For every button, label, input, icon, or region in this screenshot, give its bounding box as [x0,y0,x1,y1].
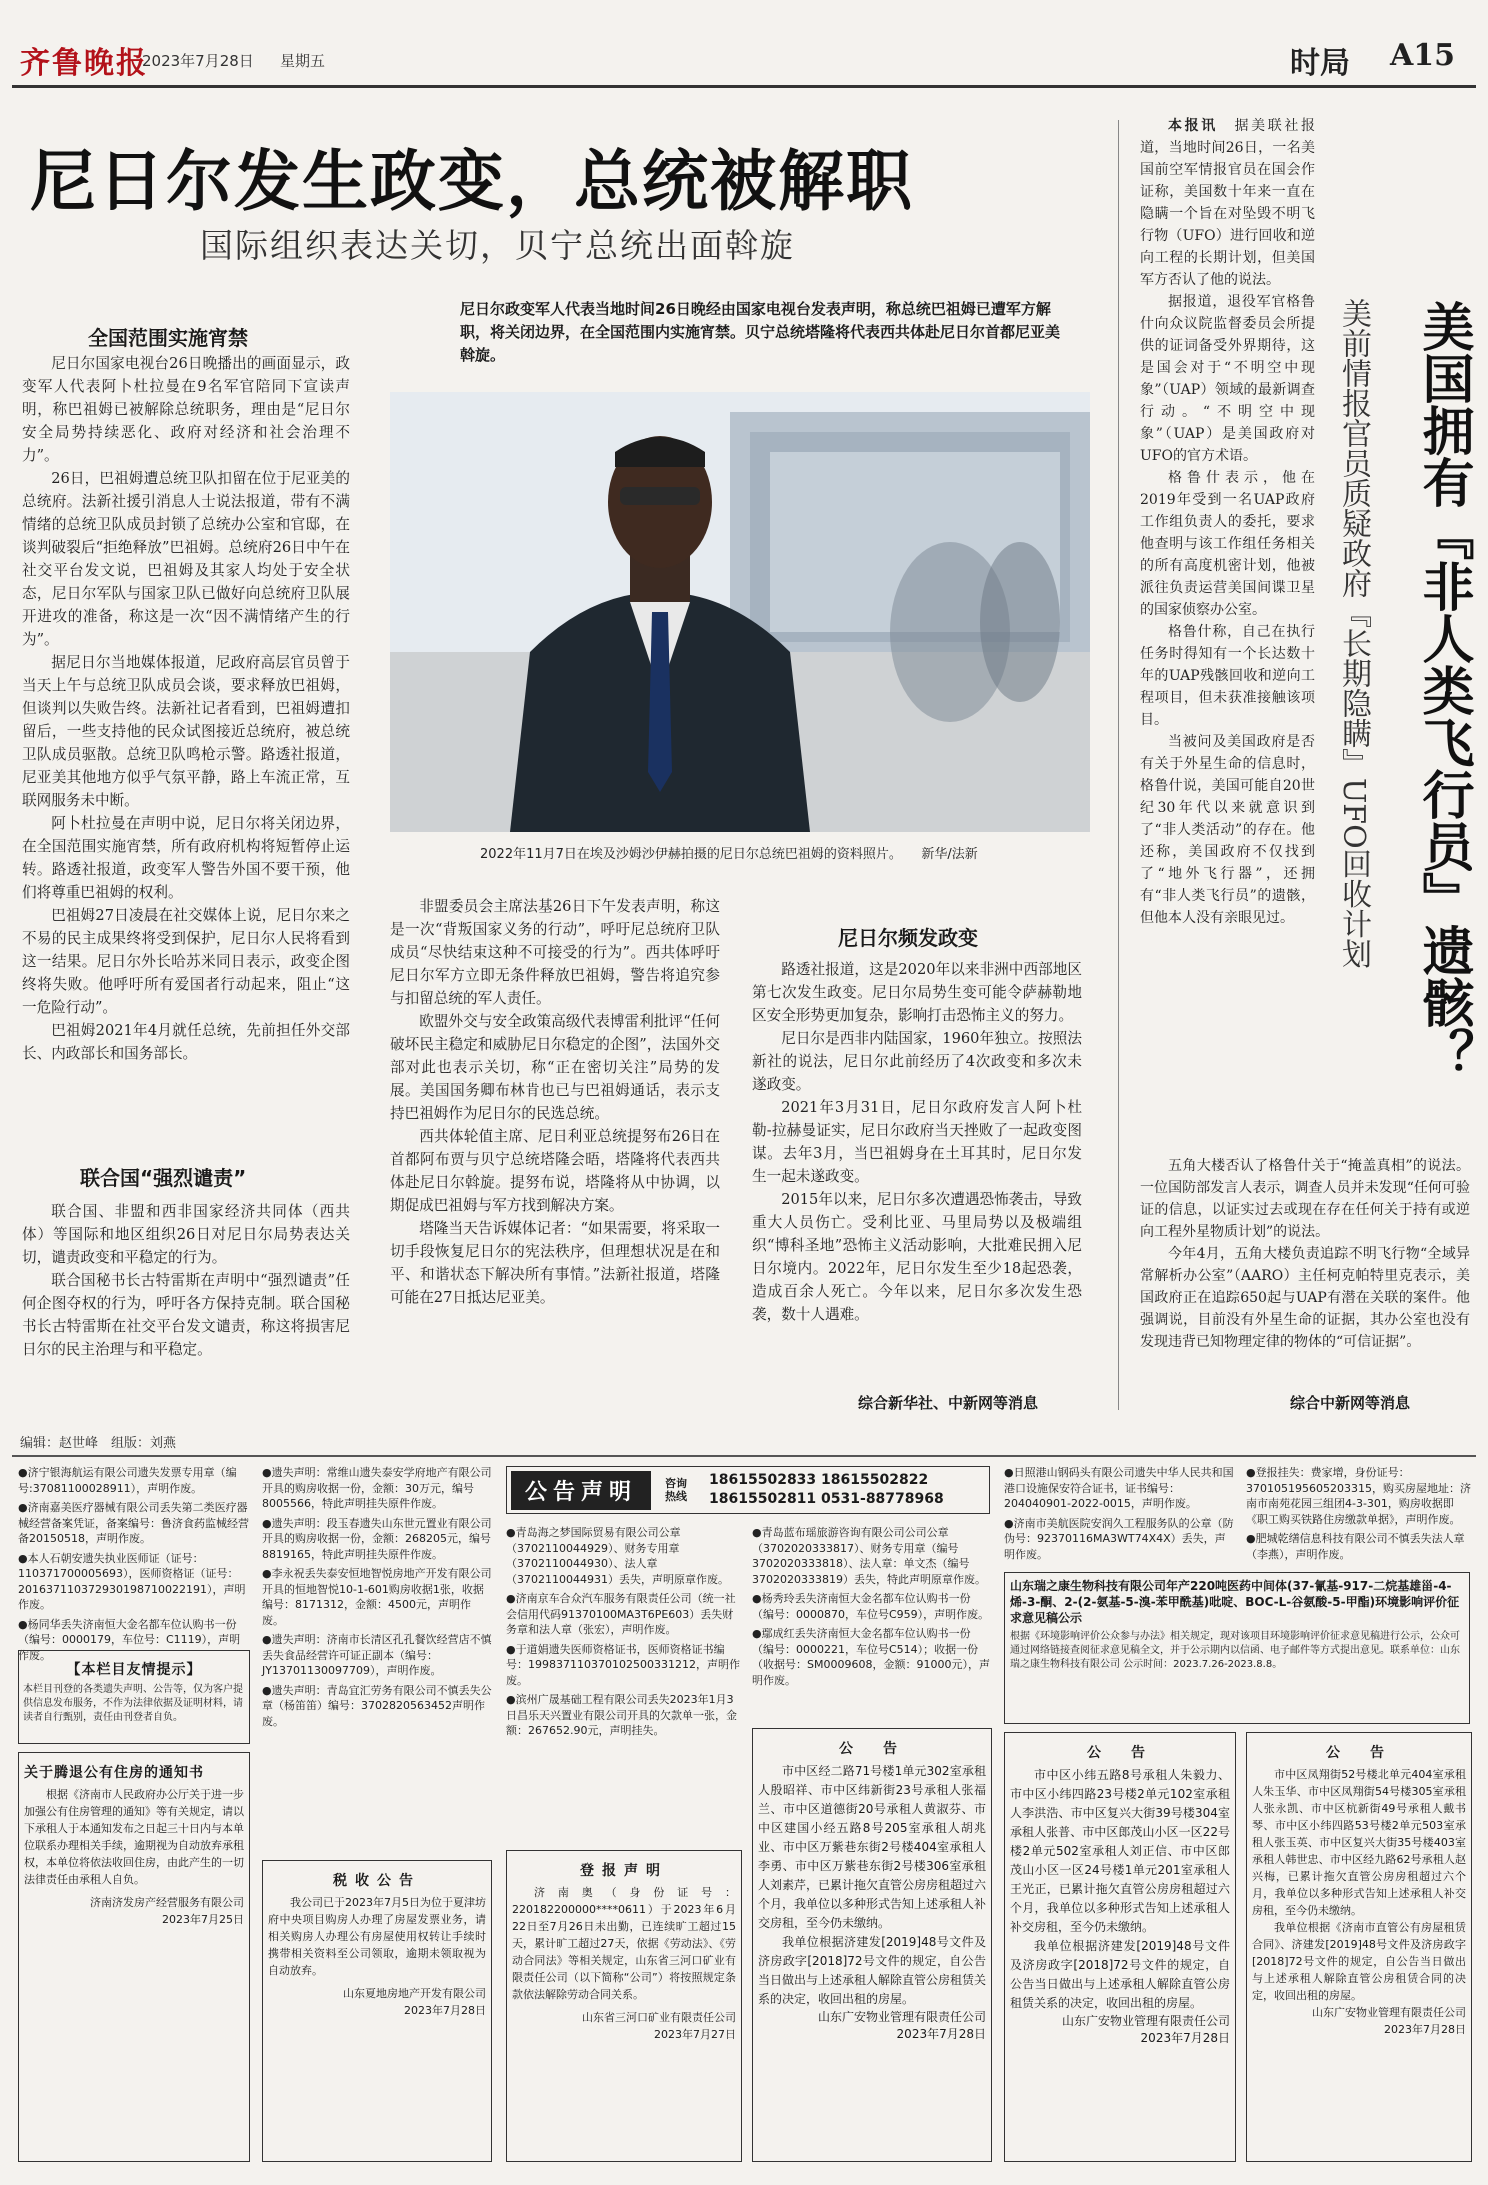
ad-item: ●鄢成红丢失济南恒大金名都车位认购书一份（编号：0000221，车位号C514）；收据一份（收据号：SM0009608，金额：91000元），声明作废。 [752,1627,990,1687]
rent-notice-box-3 [1246,1732,1472,2162]
announcement-banner [506,1466,990,1514]
dismissal-notice-sign: 山东省三河口矿业有限责任公司 2023年7月27日 [582,2011,736,2041]
ads-column-2 [262,1465,492,1733]
ads-column-3 [506,1525,742,1743]
banner-title: 公告声明 [511,1471,651,1510]
ad-item: ●济宁银海航运有限公司遗失发票专用章（编号:37081100028911），声明作废。 [18,1466,237,1495]
ad-item: ●济南市美航医院安润久工程服务队的公章（防伪号：92370116MA3WT74X4X）丢失，声明作废。 [1004,1516,1234,1561]
ads-column-1 [18,1465,250,1667]
col1-para: 巴祖姆2021年4月就任总统，先前担任外交部长、内政部长和国务部长。 [22,1022,350,1062]
masthead-divider [12,85,1476,88]
ufo-story-body [1140,115,1315,929]
hotline-numbers [709,1471,944,1509]
col1-para: 据尼日尔当地媒体报道，尼政府高层官员曾于当天上午与总统卫队成员会谈，要求释放巴祖姆，但谈判以失败告终。法新社记者看到，巴祖姆遭扣留后，一些支持他的民众试图接近总统府，被总统卫队成员驱散。总统卫队鸣枪示警。路透社报道，尼亚美其他地方似乎气氛平静，路上车流正常，互联网服务未中断。 [22,654,350,809]
ads-column-4 [752,1525,992,1692]
col1-para: 联合国秘书长古特雷斯在声明中“强烈谴责”任何企图夺权的行为，呼吁各方保持克制。联合国秘书长古特雷斯在社交平台发文谴责，称这将损害尼日尔的民主治理与和平稳定。 [22,1272,350,1358]
ufo-story-subtitle: 美前情报官员质疑政府『长期隐瞒』UFO回收计划 [1336,298,1371,969]
rent-notice-text: 我单位根据济建发[2019]48号文件及济房政字[2018]72号文件的规定，自公告当日做出与上述承租人解除直管公房租赁关系的决定，收回出租的房屋。 [758,1935,987,2006]
col2-body [390,895,720,1309]
col3-credit: 综合新华社、中新网等消息 [858,1394,1039,1412]
ufo-para [1140,115,1315,291]
col1-para: 阿卜杜拉曼在声明中说，尼日尔将关闭边界，在全国范围实施宵禁，所有政府机构将短暂停止运转。路透社报道，政变军人警告外国不要干预，他们将尊重巴祖姆的权利。 [22,815,350,901]
eia-notice-body: 根据《环境影响评价公众参与办法》相关规定，现对该项目环境影响评价征求意见稿进行公示，公众可通过网络链接查阅征求意见稿全文，并于公示期内以信函、电子邮件等方式提出意见。联系单位：山东瑞之康生物科技有限公司 公示时间：2023.7.26-2023.8.8。 [1010,1631,1460,1670]
issue-weekday: 星期五 [280,52,326,70]
dismissal-notice-box [506,1850,742,2162]
ad-item: ●杨秀玲丢失济南恒大金名都车位认购书一份（编号：0000870，车位号C959），声明作废。 [752,1592,990,1621]
tax-notice-body [268,1894,486,1979]
rent-notice-text: 市中区凤翔街52号楼北单元404室承租人朱玉华、市中区凤翔街54号楼305室承租人张永凯、市中区杭新街49号承租人戴书琴、市中区小纬四路53号楼2单元503室承租人张玉英、市中区复兴大街35号楼403室承租人韩世忠、市中区经九路62号承租人赵兴梅，已累计拖欠直管公房房租超过六个月，我单位以多种形式告知上述承租人补交房租，至今仍未缴纳。 [1252,1768,1466,1917]
photo-caption: 2022年11月7日在埃及沙姆沙伊赫拍摄的尼日尔总统巴祖姆的资料照片。 新华/法新 [480,847,978,862]
photo-illustration [390,392,1090,832]
col3-para: 路透社报道，这是2020年以来非洲中西部地区第七次发生政变。尼日尔局势生变可能令萨赫勒地区安全形势更加复杂，影响打击恐怖主义的努力。 [752,961,1082,1024]
col1-section-title: 全国范围实施宵禁 [88,326,248,350]
editor-credits: 编辑：赵世峰 组版：刘燕 [20,1436,177,1451]
ufo-story-title: 美国拥有『非人类飞行员』遗骸？ [1413,300,1474,1080]
col1-para: 联合国、非盟和西非国家经济共同体（西共体）等国际和地区组织26日对尼日尔局势表达关切，谴责政变和平稳定的行为。 [22,1203,350,1266]
rent-notice-title: 公 告 [1326,1745,1392,1761]
tax-notice-sign: 山东夏地房地产开发有限公司 2023年7月28日 [343,1987,486,2017]
ad-item: ●遗失声明：济南市长清区孔孔餐饮经营店不慎丢失食品经营许可证正副本（编号：JY13701130097709），声明作废。 [262,1633,492,1677]
rent-notice-title: 公 告 [839,1741,905,1757]
ads-column-6 [1246,1465,1472,1566]
friend-tip-box [18,1650,250,1744]
ad-item: ●本人石朝安遗失执业医师证（证号：110371700005693），医师资格证（证号：201637110372930198710022191），声明作废。 [18,1551,246,1611]
hotline-label: 咨询热线 [665,1477,688,1503]
ufo-para: 今年4月，五角大楼负责追踪不明飞行物“全域异常解析办公室”（AARO）主任柯克帕特里克表示，美国政府正在追踪650起与UAP有潜在关联的案件。他强调说，目前没有外星生命的证据，其办公室也没有发现违背已知物理定律的物体的“可信证据”。 [1140,1246,1470,1350]
housing-notice-body [24,1786,244,1888]
ad-item: ●遗失声明：青岛宜汇劳务有限公司不慎丢失公章（杨笛笛）编号：3702820563452声明作废。 [262,1683,492,1728]
ad-item: ●登报挂失：费家增，身份证号：370105195605203315，购买房屋地址：济南市南苑花园三组团4-3-301，购房收据即《职工购买铁路住房缴款单据》，声明作废。 [1246,1466,1471,1526]
ufo-para: 据报道，退役军官格鲁什向众议院监督委员会所提供的证词备受外界期待，这是国会对于“不明空中现象”（UAP）领域的最新调查行动。“不明空中现象”（UAP）是美国政府对UFO的官方术语。 [1140,294,1315,464]
ufo-para: 当被问及美国政府是否有关于外星生命的信息时，格鲁什说，美国可能自20世纪30年代以来就意识到了“非人类活动”的存在。他还称，美国政府不仅找到了“地外飞行器”，还拥有“非人类飞行员”的遗骸，但他本人没有亲眼见过。 [1140,734,1315,926]
col3-body [752,958,1082,1326]
main-headline: 尼日尔发生政变，总统被解职 [30,142,914,220]
tax-notice-title: 税收公告 [333,1873,421,1889]
tax-notice-text: 我公司已于2023年7月5日为位于夏津坊府中央项目购房人办理了房屋发票业务，请相关购房人办理公有房屋使用权转让手续时携带相关资料至公司领取，逾期未领取视为自动放弃。 [268,1896,486,1977]
col1-section-title-2: 联合国“强烈谴责” [80,1166,247,1190]
ad-item: ●肥城乾缮信息科技有限公司不慎丢失法人章（李燕），声明作废。 [1246,1532,1465,1561]
col1-para: 26日，巴祖姆遭总统卫队扣留在位于尼亚美的总统府。法新社援引消息人士说法报道，带有不满情绪的总统卫队成员封锁了总统办公室和官邸，在谈判破裂后“拒绝释放”巴祖姆。总统府26日中午在社交平台发文说，巴祖姆及其家人均处于安全状态，尼日尔军队与国家卫队已做好向总统府卫队展开进攻的准备，称这是一次“因不满情绪产生的行为”。 [22,470,350,648]
col2-para: 塔隆当天告诉媒体记者：“如果需要，将采取一切手段恢复尼日尔的宪法秩序，但理想状况是在和平、和谐状态下解决所有事情。”法新社报道，塔隆可能在27日抵达尼亚美。 [390,1220,720,1306]
col1-body [22,352,350,1065]
ufo-para: 五角大楼否认了格鲁什关于“掩盖真相”的说法。一位国防部发言人表示，调查人员并未发现“任何可验证的信息，以证实过去或现在存在任何关于持有或逆向工程外星物质计划”的说法。 [1140,1158,1470,1240]
housing-notice-sign: 济南济发房产经营服务有限公司 2023年7月25日 [90,1896,244,1926]
rent-notice-title: 公 告 [1087,1745,1153,1761]
ufo-story-body-2 [1140,1155,1470,1353]
ad-item: ●青岛海之梦国际贸易有限公司公章（3702110044929）、财务专用章（3702110044930）、法人章（3702110044931）丢失，声明原章作废。 [506,1526,729,1586]
main-subheadline: 国际组织表达关切，贝宁总统出面斡旋 [200,226,795,265]
friend-tip-text: 本栏目刊登的各类遗失声明、公告等，仅为客户提供信息发布服务，不作为法律依据及证明材料，请读者自行甄别，责任由刊登者自负。 [23,1684,243,1723]
ad-item: ●遗失声明：常维山遗失泰安学府地产有限公司开具的购房收据一份，金额：30万元，编号8005566，特此声明挂失原件作废。 [262,1466,492,1510]
page-number: A15 [1390,38,1456,73]
ad-item: ●杨同华丢失济南恒大金名都车位认购书一份（编号：0000179，车位号：C1119），声明作废。 [18,1617,241,1662]
ufo-para: 格鲁什称，自己在执行任务时得知有一个长达数十年的UAP残骸回收和逆向工程项目，但未获准接触该项目。 [1140,624,1315,728]
ad-item: ●滨州广晟基础工程有限公司丢失2023年1月3日昌乐天兴置业有限公司开具的欠款单一张，金额：267652.90元，声明挂失。 [506,1693,737,1737]
col2-para: 非盟委员会主席法基26日下午发表声明，称这是一次“背叛国家义务的行动”，呼吁尼总统府卫队成员“尽快结束这种不可接受的行为”。西共体呼吁尼日尔军方立即无条件释放巴祖姆，警告将追究参与扣留总统的军人责任。 [390,898,720,1007]
ufo-para: 格鲁什表示，他在2019年受到一名UAP政府工作组负责人的委托，要求他查明与该工作组任务相关的所有高度机密计划，他被派往负责运营美国间谍卫星的国家侦察办公室。 [1140,470,1315,618]
friend-tip-title: 【本栏目友情提示】 [66,1662,202,1678]
lead-paragraph: 尼日尔政变军人代表当地时间26日晚经由国家电视台发表声明，称总统巴祖姆已遭军方解职，将关闭边界，在全国范围内实施宵禁。贝宁总统塔隆将代表西共体赴尼日尔首都尼亚美斡旋。 [460,300,1061,364]
col1-body-2 [22,1200,350,1361]
lead-tag: 本报讯 [1168,118,1218,134]
section-label: 时局 [1290,46,1350,81]
ad-item: ●济南京车合众汽车服务有限责任公司（统一社会信用代码91370100MA3T6PE603）丢失财务章和法人章（张宏），声明作废。 [506,1592,736,1636]
rent-notice-text: 市中区经二路71号楼1单元302室承租人殷昭祥、市中区纬新街23号承租人张福兰、市中区道德街20号承租人黄淑芬、市中区建国小经五路8号205室承租人胡兆业、市中区万紫巷东街2号楼404室承租人李勇、市中区万紫巷东街2号楼306室承租人刘素芹，已累计拖欠直管公房房租超过六个月，我单位以多种形式告知上述承租人补交房租，至今仍未缴纳。 [758,1764,987,1930]
rent-notice-text: 我单位根据《济南市直管公有房屋租赁合同》、济建发[2019]48号文件及济房政字[2018]72号文件的规定，自公告当日做出与上述承租人解除直管公房租赁合同的决定，收回出租的房屋。 [1252,1921,1466,2002]
newspaper-logo: 齐鲁晚报 [20,46,148,81]
col3-para: 2021年3月31日，尼日尔政府发言人阿卜杜勒-拉赫曼证实，尼日尔政府当天挫败了一起政变图谋。去年3月，当巴祖姆身在土耳其时，尼日尔发生一起未遂政变。 [752,1099,1082,1185]
col2-para: 西共体轮值主席、尼日利亚总统提努布26日在首都阿布贾与贝宁总统塔隆会晤，塔隆将代表西共体赴尼日尔斡旋。提努布说，塔隆将从中协调，以期促成巴祖姆与军方找到解决方案。 [390,1128,720,1214]
col1-para: 巴祖姆27日凌晨在社交媒体上说，尼日尔来之不易的民主成果终将受到保护，尼日尔人民将看到这一结果。尼日尔外长哈苏米同日表示，政变企图终将失败。他呼吁所有爱国者行动起来，阻止“这一危险行动”。 [22,907,350,1016]
eia-notice-box [1004,1572,1470,1724]
hotline-line-2: 18615502811 0531-88778968 [709,1491,944,1507]
ufo-para-text: 据美联社报道，当地时间26日，一名美国前空军情报官员在国会作证称，美国数十年来一直在隐瞒一个旨在对坠毁不明飞行物（UFO）进行回收和逆向工程的长期计划，但美国军方否认了他的说法。 [1140,118,1315,288]
col3-para: 2015年以来，尼日尔多次遭遇恐怖袭击，导致重大人员伤亡。受利比亚、马里局势以及极端组织“博科圣地”恐怖主义活动影响，大批难民拥入尼日尔境内。2022年，尼日尔发生至少18起恐袭，造成百余人死亡。今年以来，尼日尔多次发生恐袭，数十人遇难。 [752,1191,1082,1323]
ad-item: ●李永祝丢失泰安恒地智悦房地产开发有限公司开具的恒地智悦10-1-601购房收据1张，收据编号：8171312，金额：4500元，声明作废。 [262,1567,492,1627]
rent-notice-sign: 山东广安物业管理有限责任公司 2023年7月28日 [1061,2014,1230,2045]
dismissal-notice-title: 登报声明 [580,1863,668,1879]
rent-notice-text: 市中区小纬五路8号承租人朱毅力、市中区小纬四路23号楼2单元102室承租人李洪浩、市中区复兴大街39号楼304室承租人张普、市中区郎茂山小区一区22号楼2单元502室承租人刘正信、市中区郎茂山小区一区24号楼1单元201室承租人王光正，已累计拖欠直管公房房租超过六个月，我单位以多种形式告知上述承租人补交房租，至今仍未缴纳。 [1010,1768,1230,1934]
housing-notice-title: 关于腾退公有住房的通知书 [24,1765,204,1781]
col3-section-title: 尼日尔频发政变 [838,926,978,950]
issue-date: 2023年7月28日 [142,52,254,70]
rent-notice-sign: 山东广安物业管理有限责任公司 2023年7月28日 [817,2010,986,2041]
dismissal-notice-text: 济南奥（身份证号：220182200000****0611）于2023年6月22日至7月26日未出勤，已连续旷工超过15天，累计旷工超过27天，依据《劳动法》、《劳动合同法》等相关规定，山东省三河口矿业有限责任公司（以下简称“公司”）将按照规定条款依法解除劳动合同关系。 [512,1886,736,2001]
hotline-line-1: 18615502833 18615502822 [709,1472,929,1488]
eia-notice-title: 山东瑞之康生物科技有限公司年产220吨医药中间体(37-氰基-917-二烷基雄甾-4-烯-3-酮、2-(2-氨基-5-溴-苯甲酰基)吡啶、BOC-L-谷氨酸-5-甲酯)环境影响评价征求意见稿公示 [1010,1579,1460,1625]
rent-notice-sign: 山东广安物业管理有限责任公司 2023年7月28日 [1312,2006,1466,2036]
ufo-credit: 综合中新网等消息 [1290,1394,1411,1412]
tax-notice-box [262,1860,492,2162]
president-photo [390,392,1090,832]
housing-notice-text: 根据《济南市人民政府办公厅关于进一步加强公有住房管理的通知》等有关规定，请以下承租人于本通知发布之日起三十日内与本单位联系办理相关手续，逾期视为自动放弃承租权，本单位将依法收回住房，由此产生的一切法律责任由承租人自负。 [24,1788,244,1886]
housing-notice-box [18,1752,250,2162]
rent-notice-box-1 [752,1728,992,2162]
ad-item: ●青岛蓝布瑶旅游咨询有限公司公司公章（3702020333817）、财务专用章（编号3702020333818）、法人章：单文杰（编号3702020333819）丢失，特此声明原章作废。 [752,1526,986,1586]
col1-para: 尼日尔国家电视台26日晚播出的画面显示，政变军人代表阿卜杜拉曼在9名军官陪同下宣读声明，称巴祖姆已被解除总统职务，理由是“尼日尔安全局势持续恶化、政府对经济和社会治理不力”。 [22,355,350,464]
col3-para: 尼日尔是西非内陆国家，1960年独立。按照法新社的说法，尼日尔此前经历了4次政变和多次未遂政变。 [752,1030,1082,1093]
rent-notice-text: 我单位根据济建发[2019]48号文件及济房政字[2018]72号文件的规定，自公告当日做出与上述承租人解除直管公房租赁关系的决定，收回出租的房屋。 [1010,1939,1230,2010]
ad-item: ●济南嘉美医疗器械有限公司丢失第二类医疗器械经营备案凭证，备案编号：鲁济食药监械经营备20150518，声明作废。 [18,1501,249,1545]
column-divider [1118,120,1119,1410]
rent-notice-box-2 [1004,1732,1236,2162]
col2-para: 欧盟外交与安全政策高级代表博雷利批评“任何破坏民主稳定和威胁尼日尔稳定的企图”，法国外交部对此也表示关切，称“正在密切关注”局势的发展。美国国务卿布林肯也已与巴祖姆通话，表示支持巴祖姆作为尼日尔的民选总统。 [390,1013,720,1122]
ad-item: ●日照港山钢码头有限公司遗失中华人民共和国港口设施保安符合证书，证书编号：204040901-2022-0015，声明作废。 [1004,1466,1234,1510]
ads-column-5 [1004,1465,1236,1566]
ad-item: ●遗失声明：段玉春遗失山东世元置业有限公司开具的购房收据一份，金额：268205元，编号8819165，特此声明挂失原件作废。 [262,1516,492,1561]
ad-item: ●于道娟遗失医师资格证书，医师资格证书编号：199837110370102500331212，声明作废。 [506,1642,740,1687]
